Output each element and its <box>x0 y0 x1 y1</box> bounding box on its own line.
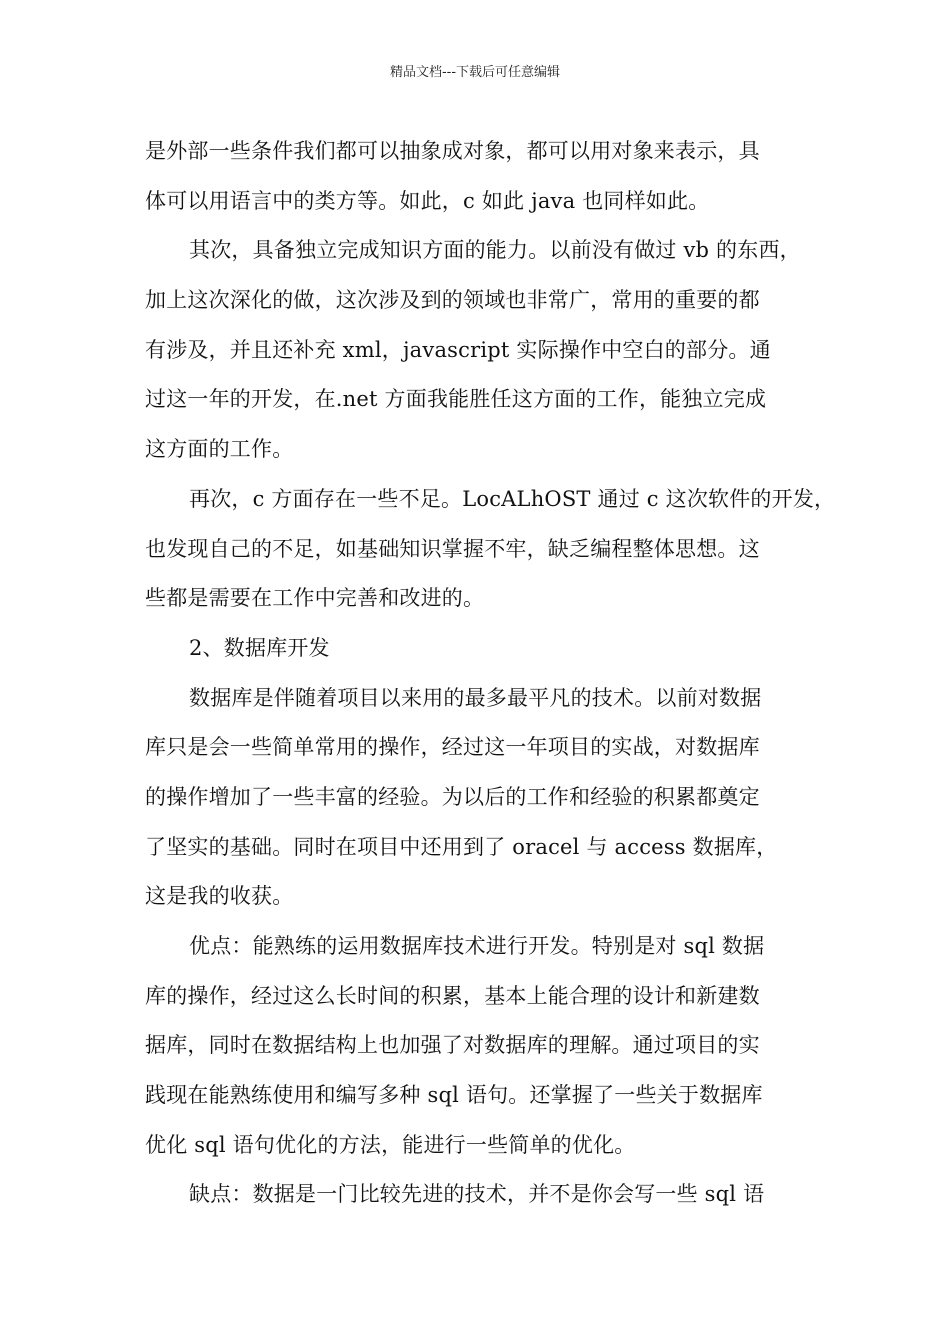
body-line: 了坚实的基础。同时在项目中还用到了 oracel 与 access 数据库， <box>145 834 778 859</box>
body-line: 有涉及，并且还补充 xml，javascript 实际操作中空白的部分。通 <box>145 337 771 362</box>
body-line: 体可以用语言中的类方等。如此，c 如此 java 也同样如此。 <box>145 188 710 213</box>
body-line: 过这一年的开发，在.net 方面我能胜任这方面的工作，能独立完成 <box>145 387 767 412</box>
document-body <box>145 131 836 1224</box>
page-header: 精品文档---下载后可任意编辑 <box>389 65 561 80</box>
paragraph-start-line: 优点：能熟练的运用数据库技术进行开发。特别是对 sql 数据 <box>189 934 765 958</box>
body-line: 加上这次深化的做，这次涉及到的领域也非常广，常用的重要的都 <box>145 288 760 313</box>
section-heading: 2、数据库开发 <box>189 635 330 660</box>
body-line: 这方面的工作。 <box>145 437 294 462</box>
body-line: 库只是会一些简单常用的操作，经过这一年项目的实战，对数据库 <box>145 735 760 760</box>
body-line: 据库，同时在数据结构上也加强了对数据库的理解。通过项目的实 <box>145 1033 760 1058</box>
body-line: 是外部一些条件我们都可以抽象成对象，都可以用对象来表示，具 <box>145 139 760 163</box>
body-line: 些都是需要在工作中完善和改进的。 <box>145 586 485 611</box>
paragraph-start-line: 其次，具备独立完成知识方面的能力。以前没有做过 vb 的东西， <box>189 238 801 263</box>
body-line: 也发现自己的不足，如基础知识掌握不牢，缺乏编程整体思想。这 <box>145 536 760 561</box>
paragraph-start-line: 数据库是伴随着项目以来用的最多最平凡的技术。以前对数据 <box>189 685 762 710</box>
paragraph-start-line: 再次，c 方面存在一些不足。LocALhOST 通过 c 这次软件的开发， <box>189 486 836 511</box>
body-line: 践现在能熟练使用和编写多种 sql 语句。还掌握了一些关于数据库 <box>145 1083 763 1108</box>
body-line: 的操作增加了一些丰富的经验。为以后的工作和经验的积累都奠定 <box>145 784 760 809</box>
body-line: 优化 sql 语句优化的方法，能进行一些简单的优化。 <box>145 1132 636 1157</box>
paragraph-start-line: 缺点：数据是一门比较先进的技术，并不是你会写一些 sql 语 <box>189 1182 765 1207</box>
body-line: 库的操作，经过这么长时间的积累，基本上能合理的设计和新建数 <box>145 983 760 1008</box>
body-line: 这是我的收获。 <box>145 884 294 909</box>
